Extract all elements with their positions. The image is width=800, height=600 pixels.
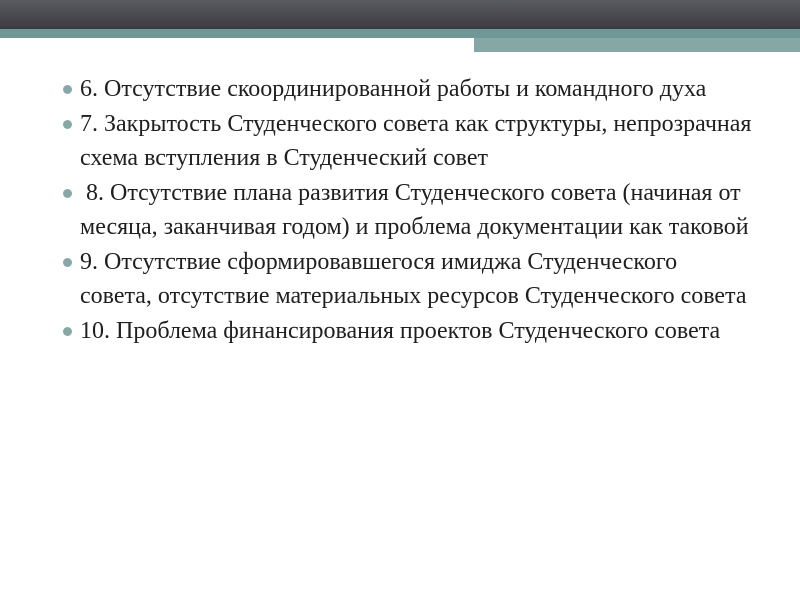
accent-tick [474, 38, 486, 46]
bullet-icon [63, 327, 72, 336]
list-item [62, 72, 752, 106]
slide-content [62, 72, 752, 349]
list-item-text: 10. Проблема финансирования проектов Студенческого совета [80, 318, 721, 344]
list-item-text: 9. Отсутствие сформировавшегося имиджа Студенческого совета, отсутствие материальных ресурсов Студенческого совета [80, 249, 747, 309]
bullet-icon [63, 85, 72, 94]
list-item [62, 245, 752, 313]
list-item-text: 7. Закрытость Студенческого совета как структуры, непрозрачная схема вступления в Студенческий совет [80, 111, 752, 171]
bullet-icon [63, 258, 72, 267]
bullet-list [62, 72, 752, 348]
list-item [62, 314, 752, 348]
accent-stripe-right [474, 38, 800, 52]
list-item [62, 176, 752, 244]
accent-stripe [0, 29, 800, 38]
list-item [62, 107, 752, 175]
bullet-icon [63, 120, 72, 129]
bullet-icon [63, 189, 72, 198]
list-item-text: 8. Отсутствие плана развития Студенческого совета (начиная от месяца, заканчивая годом) и проблема документации как таковой [80, 180, 749, 240]
header-bar [0, 0, 800, 29]
list-item-text: 6. Отсутствие скоординированной работы и командного духа [80, 76, 707, 102]
